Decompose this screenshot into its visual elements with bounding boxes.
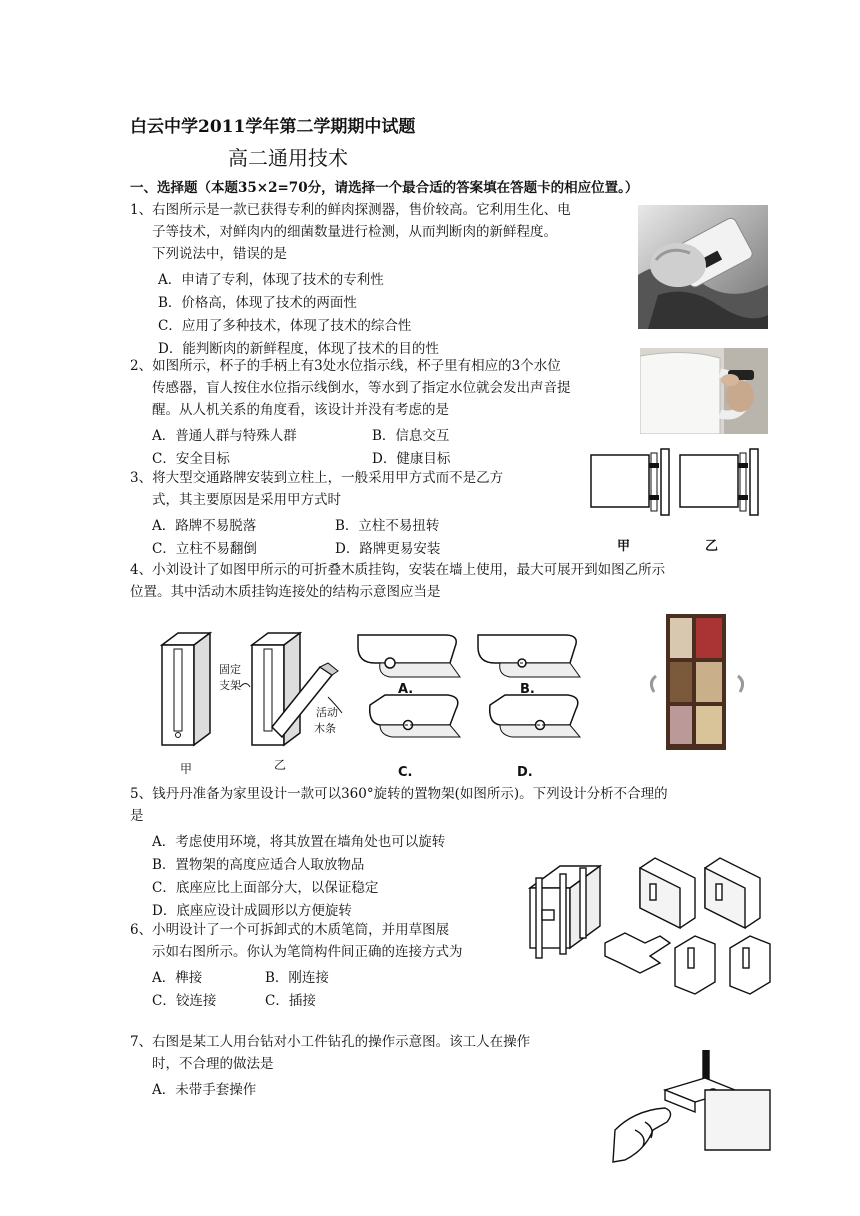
q2-line-2: 传感器，盲人按住水位指示线倒水，等水到了指定水位就会发出声音提 [152,380,571,396]
q1-line-3: 下列说法中，错误的是 [152,246,287,262]
label-fixed: 固定 [219,663,241,676]
q2-line-3: 醒。从人机关系的角度看，该设计并没有考虑的是 [152,402,449,418]
q1-line-2: 子等技术，对鲜肉内的细菌数量进行检测，从而判断肉的新鲜程度。 [152,224,557,240]
choice-d: D. [517,765,533,780]
subject-title: 高二通用技术 [228,146,348,170]
fig-label-yi: 乙 [705,539,719,554]
hook-label-yi: 乙 [274,758,287,772]
q5-option-a: A．考虑使用环境，将其放置在墙角处也可以旋转 [152,834,446,850]
q7-line-2: 时，不合理的做法是 [152,1056,274,1072]
sign-mounting-figure [585,447,775,555]
q1-line-1: 1、右图所示是一款已获得专利的鲜肉探测器，售价较高。它利用生化、电 [130,202,571,218]
choice-b: B. [520,682,535,697]
q3-line-2: 式，其主要原因是采用甲方式时 [152,492,341,508]
q6-option-b: B．刚连接 [265,970,329,986]
q1-option-b: B．价格高，体现了技术的两面性 [158,295,357,311]
q2-line-1: 2、如图所示，杯子的手柄上有3处水位指示线，杯子里有相应的3个水位 [130,358,561,374]
choice-c: C. [398,765,413,780]
q3-option-a: A．路牌不易脱落 [152,518,257,534]
q6-line-2: 示如右图所示。你认为笔筒构件间正确的连接方式为 [152,944,463,960]
q4-line-2: 位置。其中活动木质挂钩连接处的结构示意图应当是 [130,584,441,600]
q3-option-d: D．路牌更易安装 [335,541,441,557]
q2-option-a: A．普通人群与特殊人群 [152,428,297,444]
pen-holder-parts-figure [520,848,785,998]
q2-option-d: D．健康目标 [372,451,451,467]
hook-label-jia: 甲 [180,762,193,776]
drill-press-figure [605,1050,775,1170]
label-movable: 活动 [316,706,338,719]
q5-option-c: C．底座应比上面部分大，以保证稳定 [152,880,379,896]
q5-line-1: 5、钱丹丹准备为家里设计一款可以360°旋转的置物架(如图所示)。下列设计分析不合理的 [130,786,668,802]
q6-option-d: C．插接 [265,993,316,1009]
q4-line-1: 4、小刘设计了如图甲所示的可折叠木质挂钩，安装在墙上使用，最大可展开到如图乙所示 [130,562,666,578]
q3-line-1: 3、将大型交通路牌安装到立柱上，一般采用甲方式而不是乙方 [130,470,504,486]
q1-option-a: A．申请了专利，体现了技术的专利性 [158,272,384,288]
school-title: 白云中学2011学年第二学期期中试题 [130,117,416,137]
choice-a: A. [398,682,414,697]
q1-option-c: C．应用了多种技术，体现了技术的综合性 [158,318,412,334]
q2-option-b: B．信息交互 [372,428,450,444]
q1-option-d: D．能判断肉的新鲜程度，体现了技术的目的性 [158,341,439,357]
label-frame: 支架 [219,679,241,692]
fig-label-jia: 甲 [617,539,631,554]
folding-hook-figure [150,625,350,765]
q5-option-b: B．置物架的高度应适合人取放物品 [152,857,365,873]
q5-line-2: 是 [130,808,144,824]
rotating-shelf-photo [646,612,758,754]
q5-option-d: D．底座应设计成圆形以方便旋转 [152,903,352,919]
meat-detector-photo [638,205,768,329]
q6-option-c: C．铰连接 [152,993,217,1009]
q3-option-c: C．立柱不易翻倒 [152,541,257,557]
section-heading: 一、选择题（本题35×2=70分，请选择一个最合适的答案填在答题卡的相应位置。） [130,180,639,196]
cup-photo [640,348,768,434]
q3-option-b: B．立柱不易扭转 [335,518,440,534]
q7-line-1: 7、右图是某工人用台钻对小工件钻孔的操作示意图。该工人在操作 [130,1034,531,1050]
q6-option-a: A．榫接 [152,970,203,986]
q2-option-c: C．安全目标 [152,451,230,467]
q7-option-a: A．未带手套操作 [152,1082,257,1098]
hinge-choices-figure [350,625,600,760]
q6-line-1: 6、小明设计了一个可拆卸式的木质笔筒，并用草图展 [130,922,450,938]
label-strip: 木条 [314,722,336,735]
